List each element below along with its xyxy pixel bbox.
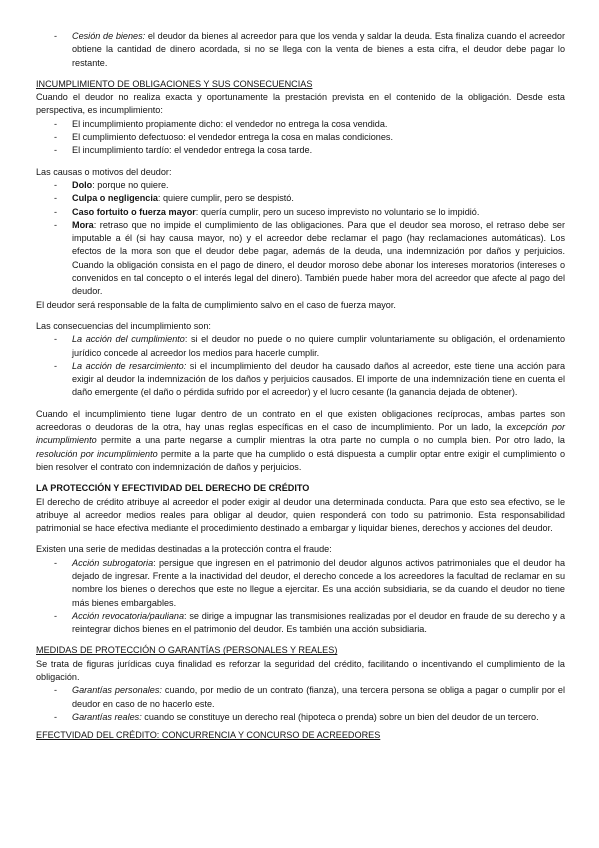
item-term: Acción revocatoria/pauliana	[72, 610, 185, 621]
item-text: : se dirige a impugnar las transmisiones realizadas por el deudor en fraude de su derecho y a reintegrar dichos bienes en el patrimonio del deudor. Es también una acción subsidiaria.	[72, 610, 566, 635]
item-term: Garantías personales:	[72, 685, 162, 696]
list-item	[36, 30, 565, 70]
list-item	[36, 179, 565, 192]
item-term: La acción de resarcimiento:	[72, 360, 187, 371]
paragraph: Cuando el deudor no realiza exacta y oportunamente la prestación prevista en el contenido de la obligación. Desde esta perspectiva, es incumplimiento:	[36, 92, 565, 116]
list-item	[36, 206, 565, 219]
item-term: Cesión de bienes:	[72, 31, 146, 41]
item-text: si el incumplimiento del deudor ha causado daños al acreedor, este tiene una acción para exigir al deudor la indemnización de los daños y perjuicios causados. El importe de una indemnización tiene en cuenta el daño emergente (el daño o pérdida sufrido por el acreedor) y el lucro cesante (la ganancia dejada de obtener).	[72, 360, 566, 398]
text-run: permite a una parte negarse a cumplir mientras la otra parte no cumpla o no cumpla bien. Por otro lado, la	[96, 435, 565, 446]
list-item: - El cumplimiento defectuoso: el vendedor entrega la cosa en malas condiciones.	[36, 131, 565, 144]
item-term: Dolo	[72, 179, 93, 190]
consequences-list	[36, 333, 565, 399]
cesion-list	[36, 30, 565, 70]
item-text: : retraso que no impide el cumplimiento de las obligaciones. Para que el deudor sea moroso, el retraso debe ser imputable a él (si hay causa mayor, no) y el acreedor debe reclamar el pago (hay reclamaciones automáticas). Los efectos de la mora son que el deudor debe pagar, además de la deuda, una indemnización por daños y perjuicios. Cuando la obligación consista en el pago de dinero, el deudor moroso debe abonar los intereses moratorios (intereses o convenidos en tal concepto o el interés legal del dinero). También puede haber mora del acreedor que afecte al pago del deudor.	[72, 219, 565, 297]
fraud-list	[36, 557, 565, 637]
list-item: - El incumplimiento tardío: el vendedor entrega la cosa tarde.	[36, 144, 565, 157]
list-item	[36, 360, 565, 400]
item-term: Mora	[72, 219, 94, 230]
item-term: Caso fortuito o fuerza mayor	[72, 206, 196, 217]
emphasis: resolución por incumplimiento	[36, 448, 158, 459]
paragraph-contract	[36, 408, 565, 474]
item-text: el deudor da bienes al acreedor para que los venda y saldar la deuda. Esta finaliza cuando el acreedor obtiene la cantidad de dinero acordada, si no se llega con la venta de bienes a esta cifra, el deudor debe pagar lo restante.	[72, 31, 565, 68]
text-run: Cuando el incumplimiento tiene lugar dentro de un contrato en el que existen obligaciones recíprocas, ambas partes son acreedoras o deudoras de la otra, hay unas reglas específicas en el caso de incumplimiento. Por un lado, la	[36, 408, 565, 433]
list-item	[36, 711, 565, 724]
item-text: : quería cumplir, pero un suceso imprevisto no voluntario se lo impidió.	[195, 206, 480, 217]
list-item	[36, 557, 565, 610]
item-text: : porque no quiere.	[92, 179, 169, 190]
item-text: cuando se constituye un derecho real (hipoteca o prenda) sobre un bien del deudor de un tercero.	[141, 711, 539, 722]
emphasis: excepción por incumplimiento	[36, 422, 565, 446]
item-term: Acción subrogatoria	[72, 557, 154, 568]
item-text: : quiere cumplir, pero se despistó.	[157, 193, 294, 204]
paragraph: Las consecuencias del incumplimiento son:	[36, 320, 211, 331]
list-item: - El incumplimiento propiamente dicho: el vendedor no entrega la cosa vendida.	[36, 118, 565, 131]
list-item	[36, 192, 565, 205]
heading-proteccion: LA PROTECCIÓN Y EFECTIVIDAD DEL DERECHO DE CRÉDITO	[36, 483, 310, 494]
paragraph: El derecho de crédito atribuye al acreedor el poder exigir al deudor una determinada conducta. Para que esto sea efectivo, se le atribuye al acreedor medios reales para obligar al deudor, quien responderá con todo su patrimonio. Esta responsabilidad patrimonial se hace efectiva mediante el procedimiento destinado a embargar y liquidar bienes, derechos y acciones del deudor.	[36, 496, 565, 534]
incumplimiento-list	[36, 118, 565, 158]
item-text: cuando, por medio de un contrato (fianza), una tercera persona se obliga a pagar o cumplir por el deudor en caso de no hacerlo este.	[72, 685, 565, 709]
item-text: : persigue que ingresen en el patrimonio del deudor algunos activos patrimoniales que el deudor ha dejado de ingresar. Frente a la inactividad del deudor, el derecho concede a los acreedores la facultad de reclamar en su nombre los bienes o derechos que este no llegue a ejercitar. Es una acción subsidiaria, se da cuando el deudor no tiene más bienes embargables.	[72, 557, 565, 608]
item-term: Garantías reales:	[72, 711, 142, 722]
paragraph: Las causas o motivos del deudor:	[36, 166, 172, 177]
paragraph: Se trata de figuras jurídicas cuya finalidad es reforzar la seguridad del crédito, facilitando o incentivando el cumplimiento de la obligación.	[36, 658, 565, 683]
list-item	[36, 610, 565, 637]
garantias-list	[36, 684, 565, 724]
heading-efectividad: EFECTVIDAD DEL CRÉDITO: CONCURRENCIA Y CONCURSO DE ACREEDORES	[36, 730, 381, 741]
heading-incumplimiento: INCUMPLIMIENTO DE OBLIGACIONES Y SUS CONSECUENCIAS	[36, 78, 313, 89]
causes-list	[36, 179, 565, 299]
paragraph: El deudor será responsable de la falta de cumplimiento salvo en el caso de fuerza mayor.	[36, 299, 396, 310]
heading-garantias: MEDIDAS DE PROTECCIÓN O GARANTÍAS (PERSONALES Y REALES)	[36, 645, 338, 656]
item-term: Culpa o negligencia	[72, 193, 158, 204]
list-item	[36, 219, 565, 299]
list-item	[36, 684, 565, 711]
item-text: : si el deudor no puede o no quiere cumplir voluntariamente su obligación, el ordenamiento jurídico concede al acreedor los medios para hacerle cumplir.	[72, 334, 565, 358]
item-term: La acción del cumplimiento	[72, 334, 185, 345]
text-run: permite a la parte que ha cumplido o está dispuesta a cumplir optar entre exigir el cumplimiento o bien resolver el contrato con indemnización de daños y perjuicios.	[36, 448, 566, 472]
paragraph: Existen una serie de medidas destinadas a la protección contra el fraude:	[36, 544, 332, 555]
list-item	[36, 333, 565, 360]
